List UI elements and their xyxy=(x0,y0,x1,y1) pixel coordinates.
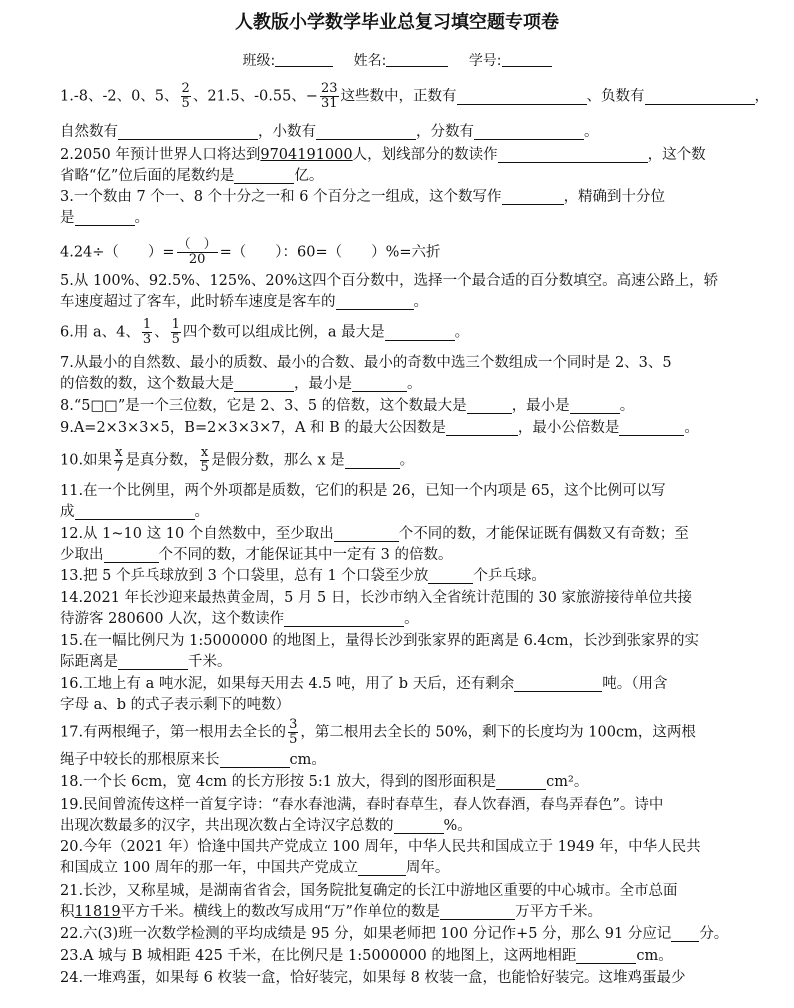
q8-text-c: 。 xyxy=(619,398,635,414)
q2-text-d: 省略“亿”位后面的尾数约是 xyxy=(60,168,235,184)
question-12-line-2 xyxy=(60,544,740,566)
student-info-row xyxy=(0,50,794,70)
fraction-x-7 xyxy=(114,446,123,475)
answer-blank[interactable] xyxy=(352,375,407,392)
q12-text-c: 少取出 xyxy=(60,547,104,563)
q3-text-d: 。 xyxy=(134,210,149,226)
answer-blank[interactable] xyxy=(645,88,755,105)
answer-blank[interactable] xyxy=(496,773,546,790)
fraction-denominator: 20 xyxy=(188,252,206,267)
fraction-denominator: 5 xyxy=(200,460,209,475)
fraction-1-3 xyxy=(142,318,152,347)
q10-text-c: 是假分数，那么 x 是 xyxy=(211,452,345,469)
class-field xyxy=(242,53,333,69)
answer-blank[interactable] xyxy=(75,503,195,520)
q23-text-b: cm。 xyxy=(636,948,673,964)
question-16-line-2 xyxy=(60,694,740,716)
answer-blank[interactable] xyxy=(284,610,404,627)
answer-blank[interactable] xyxy=(457,88,587,105)
question-10 xyxy=(60,446,740,475)
answer-blank[interactable] xyxy=(358,859,406,876)
fraction-numerator: x xyxy=(115,445,123,460)
q6-text-a: 6.用 a、4、 xyxy=(60,324,140,341)
answer-blank[interactable] xyxy=(514,675,602,692)
q1-text-b: 、21.5、-0.55、− xyxy=(192,88,318,105)
q8-text-a: 8.“5□□”是一个三位数，它是 2、3、5 的倍数，这个数最大是 xyxy=(60,398,467,414)
q2-text-e: 亿。 xyxy=(294,168,324,184)
q21-text-c: 平方千米。横线上的数改写成用“万”作单位的数是 xyxy=(120,904,440,920)
q22-text-a: 22.六(3)班一次数学检测的平均成绩是 95 分，如果老师把 100 分记作+5 分，那么 91 分应记 xyxy=(60,926,672,942)
answer-blank[interactable] xyxy=(104,546,159,563)
q14-text-b: 待游客 280600 人次，这个数读作 xyxy=(60,611,285,627)
q5-text-b: 车速度超过了客车，此时轿车速度是客车的 xyxy=(60,294,336,310)
q1-text-i: 。 xyxy=(584,124,599,140)
answer-blank[interactable] xyxy=(394,817,444,834)
q21-text-d: 万平方千米。 xyxy=(514,904,602,920)
q17-text-a: 17.有两根绳子，第一根用去全长的 xyxy=(60,724,287,741)
answer-blank[interactable] xyxy=(234,375,294,392)
fraction-numerator: 3 xyxy=(289,717,298,732)
q16-text-c: 字母 a、b 的式子表示剩下的吨数） xyxy=(60,697,291,713)
q3-text-a: 3.一个数由 7 个一、8 个十分之一和 6 个百分之一组成，这个数写作 xyxy=(60,189,502,205)
question-17-line-2 xyxy=(60,749,740,771)
answer-blank[interactable] xyxy=(474,123,584,140)
question-23 xyxy=(60,945,740,967)
q22-text-b: 分。 xyxy=(699,926,729,942)
answer-blank[interactable] xyxy=(671,925,699,942)
student-id-label: 学号: xyxy=(468,53,502,69)
q18-text-a: 18.一个长 6cm，宽 4cm 的长方形按 5:1 放大，得到的图形面积是 xyxy=(60,774,497,790)
q6-text-d: 。 xyxy=(454,324,470,341)
underlined-number: 11819 xyxy=(74,904,121,920)
question-14 xyxy=(60,587,740,609)
answer-blank[interactable] xyxy=(75,209,135,226)
question-15-line-2 xyxy=(60,651,740,673)
q1-text-e: ， xyxy=(754,88,769,105)
question-5-line-2 xyxy=(60,291,740,313)
answer-blank[interactable] xyxy=(502,188,564,205)
question-12 xyxy=(60,523,740,545)
question-3 xyxy=(60,186,740,208)
fraction-numerator: 1 xyxy=(171,317,180,332)
answer-blank[interactable] xyxy=(440,903,515,920)
q8-text-b: ，最小是 xyxy=(511,398,570,414)
answer-blank[interactable] xyxy=(316,123,416,140)
question-1-line-2 xyxy=(60,121,740,143)
q20-text-c: 周年。 xyxy=(405,860,450,876)
question-2 xyxy=(60,144,740,166)
q1-text-a: 1.-8、-2、0、5、 xyxy=(60,88,179,105)
q12-text-b: 个不同的数，才能保证既有偶数又有奇数；至 xyxy=(398,526,689,542)
q9-text-b: ，最小公倍数是 xyxy=(517,420,620,436)
question-7-line-2 xyxy=(60,373,740,395)
q24-text-a: 24.一堆鸡蛋，如果每 6 枚装一盒，恰好装完，如果每 8 枚装一盒，也能恰好装完。这堆鸡蛋最少 xyxy=(60,970,686,986)
question-16 xyxy=(60,673,740,695)
name-field xyxy=(354,53,449,69)
fraction-x-5 xyxy=(200,446,209,475)
q13-text-a: 13.把 5 个乒乓球放到 3 个口袋里，总有 1 个口袋至少放 xyxy=(60,568,429,584)
q17-text-c: 绳子中较长的那根原来长 xyxy=(60,752,220,768)
q2-text-b: 人，划线部分的数读作 xyxy=(352,147,498,163)
q1-text-d: 、负数有 xyxy=(586,88,645,105)
q23-text-a: 23.A 城与 B 城相距 425 千米，在比例尺是 1:5000000 的地图上，这两地相距 xyxy=(60,948,577,964)
question-20 xyxy=(60,836,740,858)
name-blank[interactable] xyxy=(386,52,448,67)
fraction-numerator: 2 xyxy=(181,81,190,96)
student-id-blank[interactable] xyxy=(502,52,552,67)
question-1 xyxy=(60,81,769,111)
fraction-denominator: 31 xyxy=(320,96,338,111)
q21-text-b: 积 xyxy=(60,904,75,920)
question-7 xyxy=(60,352,740,374)
q1-text-g: ，小数有 xyxy=(258,124,316,140)
answer-blank[interactable] xyxy=(234,167,294,184)
fraction-denominator: 5 xyxy=(171,332,180,347)
q1-text-c: 这些数中，正数有 xyxy=(340,88,457,105)
class-label: 班级: xyxy=(242,53,276,69)
q11-text-a: 11.在一个比例里，两个外项都是质数，它们的积是 26，已知一个内项是 65，这个比例可以写 xyxy=(60,483,666,499)
page-title: 人教版小学数学毕业总复习填空题专项卷 xyxy=(235,12,559,33)
q7-text-c: ，最小是 xyxy=(294,376,352,392)
fraction-denominator: 5 xyxy=(181,96,190,111)
fraction-denominator: 5 xyxy=(289,732,298,747)
question-4 xyxy=(60,238,740,267)
q9-text-a: 9.A=2×3×3×5，B=2×3×3×7，A 和 B 的最大公因数是 xyxy=(60,420,446,436)
question-6 xyxy=(60,318,740,347)
q5-text-c: 。 xyxy=(413,294,428,310)
fraction-denominator: 3 xyxy=(142,332,152,347)
question-13 xyxy=(60,565,740,587)
q14-text-a: 14.2021 年长沙迎来最热黄金周，5 月 5 日，长沙市纳入全省统计范围的 30 家旅游接待单位共接 xyxy=(60,590,693,606)
question-8 xyxy=(60,395,740,417)
fraction-3-5 xyxy=(288,718,298,747)
q2-text-a: 2.2050 年预计世界人口将达到 xyxy=(60,147,261,163)
q7-text-a: 7.从最小的自然数、最小的质数、最小的合数、最小的奇数中选三个数组成一个同时是 2、3、5 xyxy=(60,355,672,371)
question-14-line-2 xyxy=(60,608,740,630)
question-18 xyxy=(60,771,740,793)
fraction-2-5 xyxy=(181,82,191,111)
q14-text-c: 。 xyxy=(404,611,419,627)
q16-text-a: 16.工地上有 a 吨水泥，如果每天用去 4.5 吨，用了 b 天后，还有剩余 xyxy=(60,676,515,692)
student-id-field xyxy=(469,53,552,69)
fraction-1-5 xyxy=(171,318,181,347)
q19-text-b: 出现次数最多的汉字，共出现次数占全诗汉字总数的 xyxy=(60,818,394,834)
answer-blank[interactable] xyxy=(576,947,636,964)
q2-text-c: ，这个数 xyxy=(647,147,706,163)
q16-text-b: 吨。（用含 xyxy=(602,676,668,692)
question-3-line-2 xyxy=(60,207,740,229)
answer-blank[interactable] xyxy=(467,397,512,414)
question-9 xyxy=(60,417,740,439)
q3-text-c: 是 xyxy=(60,210,75,226)
q21-text-a: 21.长沙，又称星城，是湖南省省会，国务院批复确定的长江中游地区重要的中心城市。全市总面 xyxy=(60,883,678,899)
fraction-numerator: 1 xyxy=(142,317,152,332)
underlined-number: 9704191000 xyxy=(260,147,353,163)
question-11-line-2 xyxy=(60,501,740,523)
fraction-blank-20 xyxy=(177,238,218,267)
question-19 xyxy=(60,794,740,816)
q6-text-b: 、 xyxy=(154,324,169,341)
q3-text-b: ，精确到十分位 xyxy=(563,189,666,205)
answer-blank[interactable] xyxy=(334,525,399,542)
q9-text-c: 。 xyxy=(684,420,699,436)
q1-text-h: ，分数有 xyxy=(416,124,474,140)
q4-text-a: 4.24÷（ ）= xyxy=(60,244,175,261)
q13-text-b: 个乒乓球。 xyxy=(473,568,546,584)
question-15 xyxy=(60,630,740,652)
answer-blank[interactable] xyxy=(345,452,400,469)
q17-text-d: cm。 xyxy=(289,752,326,768)
q10-text-b: 是真分数， xyxy=(125,452,198,469)
question-19-line-2 xyxy=(60,815,740,837)
question-17 xyxy=(60,718,740,747)
name-label: 姓名: xyxy=(353,53,387,69)
answer-blank[interactable] xyxy=(428,567,473,584)
question-21 xyxy=(60,880,740,902)
q4-text-b: =（ ）：60=（ ）%=六折 xyxy=(219,244,441,261)
q15-text-b: 际距离是 xyxy=(60,654,118,670)
q11-text-b: 成 xyxy=(60,504,75,520)
answer-blank[interactable] xyxy=(498,146,648,163)
fraction-numerator: x xyxy=(200,445,209,460)
q7-text-b: 的倍数的数，这个数最大是 xyxy=(60,376,234,392)
question-24 xyxy=(60,967,740,989)
fraction-numerator: 23 xyxy=(320,81,338,96)
q19-text-c: %。 xyxy=(443,818,472,834)
q12-text-d: 个不同的数，才能保证其中一定有 3 的倍数。 xyxy=(158,547,453,563)
answer-blank[interactable] xyxy=(118,653,188,670)
q5-text-a: 5.从 100%、92.5%、125%、20%这四个百分数中，选择一个最合适的百分数填空。高速公路上，轿 xyxy=(60,273,719,289)
q15-text-a: 15.在一幅比例尺为 1:5000000 的地图上，量得长沙到张家界的距离是 6.4cm，长沙到张家界的实 xyxy=(60,633,700,649)
fraction-23-31 xyxy=(320,82,339,111)
q6-text-c: 四个数可以组成比例，a 最大是 xyxy=(182,324,385,341)
q20-text-a: 20.今年（2021 年）恰逢中国共产党成立 100 周年，中华人民共和国成立于 1949 年，中华人民共 xyxy=(60,839,701,855)
fraction-denominator: 7 xyxy=(114,460,123,475)
answer-blank[interactable] xyxy=(118,123,258,140)
q20-text-b: 和国成立 100 周年的那一年，中国共产党成立 xyxy=(60,860,358,876)
answer-blank[interactable] xyxy=(570,397,620,414)
question-21-line-2 xyxy=(60,901,740,923)
answer-blank[interactable] xyxy=(220,751,290,768)
q10-text-d: 。 xyxy=(399,452,415,469)
q12-text-a: 12.从 1~10 这 10 个自然数中，至少取出 xyxy=(60,526,334,542)
answer-blank[interactable] xyxy=(385,324,455,341)
fraction-numerator: （ ） xyxy=(177,237,217,252)
q11-text-c: 。 xyxy=(194,504,209,520)
q10-text-a: 10.如果 xyxy=(60,452,113,469)
answer-blank[interactable] xyxy=(446,419,518,436)
q15-text-c: 千米。 xyxy=(188,654,232,670)
answer-blank[interactable] xyxy=(336,293,414,310)
q7-text-d: 。 xyxy=(407,376,422,392)
class-blank[interactable] xyxy=(275,52,333,67)
q17-text-b: ，第二根用去全长的 50%，剩下的长度均为 100cm，这两根 xyxy=(300,724,696,741)
q19-text-a: 19.民间曾流传这样一首复字诗：“春水春池满，春时春草生，春人饮春酒，春鸟弄春色”。诗中 xyxy=(60,797,664,813)
answer-blank[interactable] xyxy=(619,419,684,436)
q18-text-b: cm²。 xyxy=(546,774,589,790)
question-20-line-2 xyxy=(60,857,740,879)
q1-text-f: 自然数有 xyxy=(60,124,118,140)
question-11 xyxy=(60,480,740,502)
question-22 xyxy=(60,923,740,945)
question-2-line-2 xyxy=(60,165,740,187)
question-5 xyxy=(60,270,740,292)
